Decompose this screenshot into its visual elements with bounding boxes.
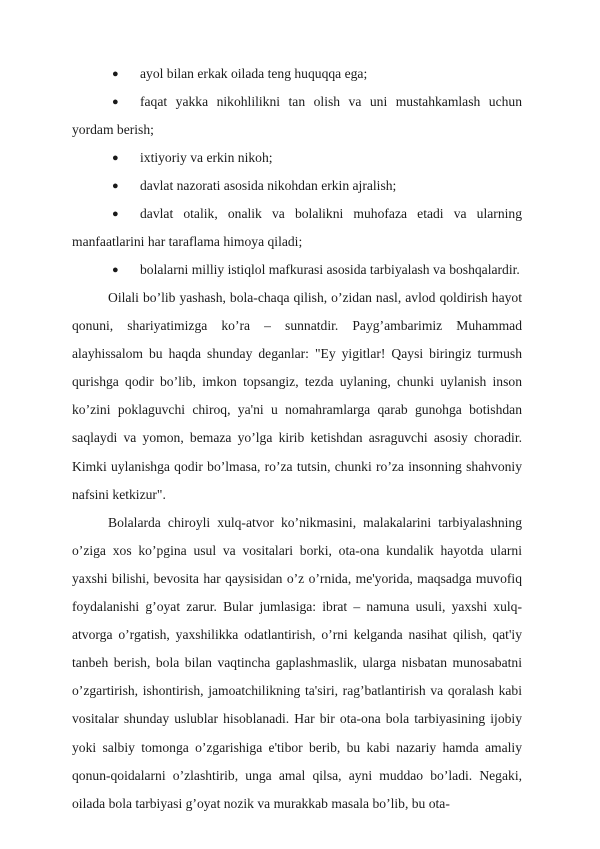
bullet-item bbox=[72, 88, 522, 144]
bullet-dot-icon: ● bbox=[112, 152, 119, 164]
bullet-dot-icon: ● bbox=[112, 208, 119, 220]
bullet-text: davlat otalik, onalik va bolalikni muhofaza etadi va ularning manfaatlarini har taraflama himoya qiladi; bbox=[72, 206, 522, 249]
bullet-text: bolalarni milliy istiqlol mafkurasi asosida tarbiyalash va boshqalardir. bbox=[140, 262, 520, 277]
bullet-item bbox=[72, 256, 522, 284]
bullet-dot-icon: ● bbox=[112, 264, 119, 276]
bullet-item bbox=[72, 172, 522, 200]
bullet-dot-icon: ● bbox=[112, 96, 119, 108]
bullet-text: ayol bilan erkak oilada teng huquqqa ega; bbox=[140, 66, 368, 81]
body-paragraph: Bolalarda chiroyli xulq-atvor ko’nikmasini, malakalarini tarbiyalashning o’ziga xos ko’pgina usul va vositalari borki, ota-ona kundalik hayotda ularni yaxshi bilishi, bevosita har qaysisidan o’z o’rnida, me'yorida, maqsadga muvofiq foydalanishi g’oyat zarur. Bular jumlasiga: ibrat – namuna usuli, yaxshi xulq-atvorga o’rgatish, yaxshilikka odatlantirish, o’rni kelganda nasihat qilish, qat'iy tanbeh berish, bola bilan vaqtincha gaplashmaslik, ularga nisbatan munosabatni o’zgartirish, ishontirish, jamoatchilikning ta'siri, rag’batlantirish va qoralash kabi vositalar shunday uslublar hisoblanadi. Har bir ota-ona bola tarbiyasining ijobiy yoki salbiy tomonga o’zgarishiga e'tibor berib, bu kabi nazariy hamda amaliy qonun-qoidalarni o’zlashtirib, unga amal qilsa, ayni muddao bo’ladi. Negaki, oilada bola tarbiyasi g’oyat nozik va murakkab masala bo’lib, bu ota- bbox=[72, 514, 522, 811]
bullet-item bbox=[72, 144, 522, 172]
bullet-item bbox=[72, 60, 522, 88]
bullet-list bbox=[72, 60, 522, 284]
bullet-text: davlat nazorati asosida nikohdan erkin ajralish; bbox=[140, 178, 397, 193]
bullet-text: faqat yakka nikohlilikni tan olish va uni mustahkamlash uchun yordam berish; bbox=[72, 94, 522, 137]
body-paragraph: Oilali bo’lib yashash, bola-chaqa qilish, o’zidan nasl, avlod qoldirish hayot qonuni, shariyatimizga ko’ra – sunnatdir. Payg’ambarimiz Muhammad alayhissalom bu haqda shunday deganlar: "Ey yigitlar! Qaysi biringiz turmush qurishga qodir bo’lib, imkon topsangiz, tezda uylaning, chunki uylanish inson ko’zini poklaguvchi chiroq, ya'ni u nomahramlarga qarab gunohga botishdan saqlaydi va yomon, bemaza yo’lga kirib ketishdan asraguvchi asosiy choradir. Kimki uylanishga qodir bo’lmasa, ro’za tutsin, chunki ro’za insonning shahvoniy nafsini ketkizur". bbox=[72, 290, 522, 502]
bullet-text: ixtiyoriy va erkin nikoh; bbox=[140, 150, 273, 165]
bullet-dot-icon: ● bbox=[112, 68, 119, 80]
bullet-dot-icon: ● bbox=[112, 180, 119, 192]
bullet-item bbox=[72, 200, 522, 256]
